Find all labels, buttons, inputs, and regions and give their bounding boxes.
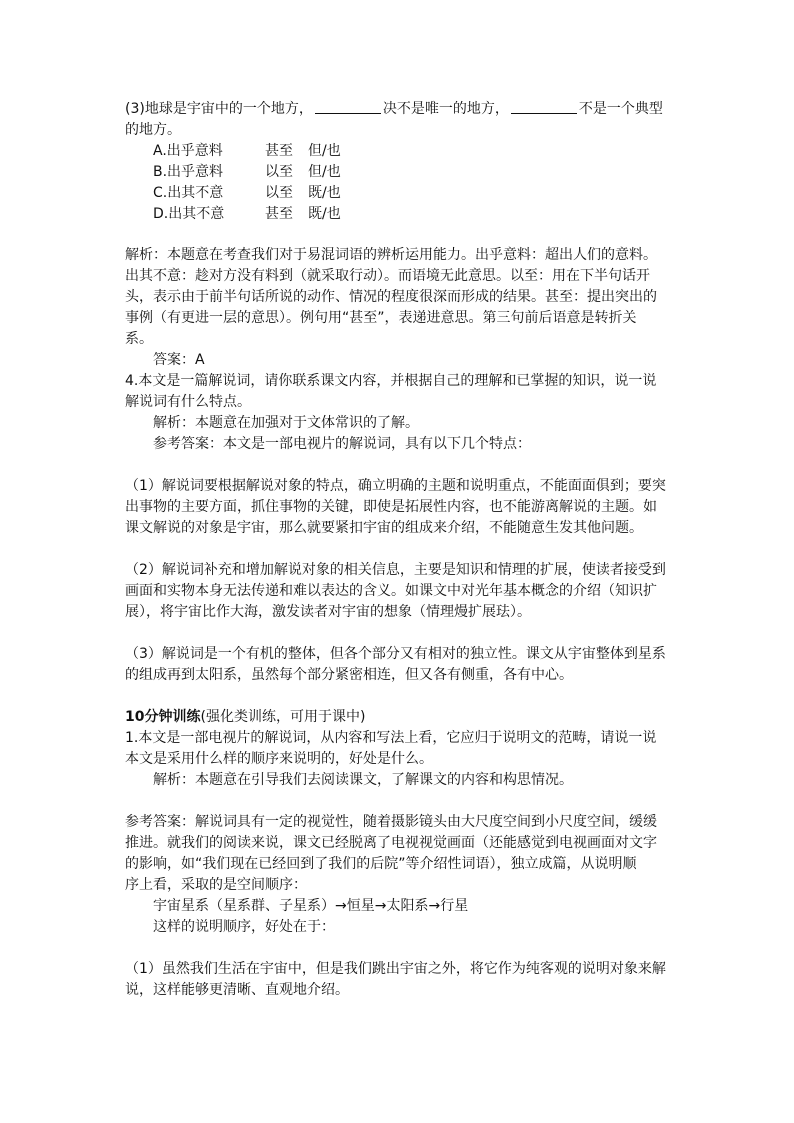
question-3-part-3: 不是一个典型: [578, 101, 663, 117]
option-c-pair: 既/也: [308, 185, 341, 201]
option-b-word: B.出乎意料: [153, 164, 224, 180]
question-4-line: 解说词有什么特点。: [125, 394, 251, 410]
section-title: [125, 707, 365, 727]
option-b: [153, 162, 341, 182]
analysis-3-line: 解析：本题意在考查我们对于易混词语的辨析运用能力。出乎意料：超出人们的意料。: [125, 247, 657, 263]
sequence-note: 这样的说明顺序，好处在于：: [153, 919, 335, 935]
reference-answer-1-line: 的影响，如“我们现在已经回到了我们的后院”等介绍性词语），独立成篇，从说明顺: [125, 856, 637, 872]
reference-answer-1-line: 参考答案：解说词具有一定的视觉性，随着摄影镜头由大尺度空间到小尺度空间，缓缓: [125, 814, 657, 830]
option-c-word: C.出其不意: [153, 185, 224, 201]
section-title-bold: 10分钟训练: [125, 709, 201, 725]
option-a: [153, 141, 341, 161]
point-3-line: （3）解说词是一个有机的整体，但各个部分又有相对的独立性。课文从宇宙整体到星系: [125, 646, 666, 662]
option-a-pair: 但/也: [308, 143, 341, 159]
question-1-line: 本文是采用什么样的顺序来说明的，好处是什么。: [125, 751, 433, 767]
point-1-line: 课文解说的对象是宇宙，那么就要紧扣宇宙的组成来介绍，不能随意生发其他问题。: [125, 520, 643, 536]
option-d: [153, 204, 341, 224]
point-2-line: 画面和实物本身无法传递和难以表达的含义。如课文中对光年基本概念的介绍（知识扩: [125, 583, 657, 599]
advantage-1-line: （1）虽然我们生活在宇宙中，但是我们跳出宇宙之外，将它作为纯客观的说明对象来解: [125, 961, 666, 977]
option-b-pair: 但/也: [308, 164, 341, 180]
question-3-line-2: 的地方。: [125, 122, 181, 138]
advantage-1-line: 说，这样能够更清晰、直观地介绍。: [125, 982, 349, 998]
reference-answer-4: 参考答案：本文是一部电视片的解说词，具有以下几个特点：: [153, 436, 531, 452]
analysis-4: 解析：本题意在加强对于文体常识的了解。: [153, 415, 419, 431]
analysis-3-line: 头，表示由于前半句话所说的动作、情况的程度很深而形成的结果。甚至：提出突出的: [125, 289, 657, 305]
analysis-1: 解析：本题意在引导我们去阅读课文，了解课文的内容和构思情况。: [153, 772, 573, 788]
option-a-word: A.出乎意料: [153, 143, 223, 159]
question-3-part-2: 决不是唯一的地方，: [382, 101, 509, 117]
option-d-pair: 既/也: [308, 206, 341, 222]
answer-blank-2: [511, 99, 577, 114]
option-c: [153, 183, 341, 203]
reference-answer-1-line: 序上看，采取的是空间顺序：: [125, 877, 307, 893]
point-2-line: （2）解说词补充和增加解说对象的相关信息，主要是知识和情理的扩展，使读者接受到: [125, 562, 666, 578]
analysis-3-line: 系。: [125, 331, 153, 347]
option-d-connector: 甚至: [265, 206, 293, 222]
answer-3: 答案：A: [153, 352, 205, 368]
answer-blank-1: [315, 99, 381, 114]
question-1-line: 1.本文是一部电视片的解说词，从内容和写法上看，它应归于说明文的范畴，请说一说: [125, 730, 657, 746]
analysis-3-line: 出其不意：趁对方没有料到（就采取行动）。而语境无此意思。以至：用在下半句话开: [125, 268, 650, 284]
option-b-connector: 以至: [265, 164, 293, 180]
point-2-line: 展），将宇宙比作大海，激发读者对宇宙的想象（情理熳扩展珐）。: [125, 604, 531, 620]
option-d-word: D.出其不意: [153, 206, 225, 222]
point-1-line: （1）解说词要根据解说对象的特点，确立明确的主题和说明重点，不能面面俱到；要突: [125, 478, 666, 494]
question-4-line: 4.本文是一篇解说词，请你联系课文内容，并根据自己的理解和已掌握的知识，说一说: [125, 373, 657, 389]
question-3-part-1: (3)地球是宇宙中的一个地方，: [125, 101, 313, 117]
reference-answer-1-line: 推进。就我们的阅读来说，课文已经脱离了电视视觉画面（还能感觉到电视画面对文字: [125, 835, 657, 851]
spatial-sequence: 宇宙星系（星系群、子星系）→恒星→太阳系→行星: [153, 898, 469, 914]
analysis-3-line: 事例（有更进一层的意思）。例句用“甚至”，表递进意思。第三句前后语意是转折关: [125, 310, 637, 326]
option-a-connector: 甚至: [265, 143, 293, 159]
point-1-line: 出事物的主要方面，抓住事物的关键，即使是拓展性内容，也不能游离解说的主题。如: [125, 499, 657, 515]
point-3-line: 的组成再到太阳系，虽然每个部分紧密相连，但又各有侧重，各有中心。: [125, 667, 573, 683]
option-c-connector: 以至: [265, 185, 293, 201]
section-title-note: (强化类训练，可用于课中): [200, 709, 366, 725]
question-3-line-1: [125, 99, 663, 119]
